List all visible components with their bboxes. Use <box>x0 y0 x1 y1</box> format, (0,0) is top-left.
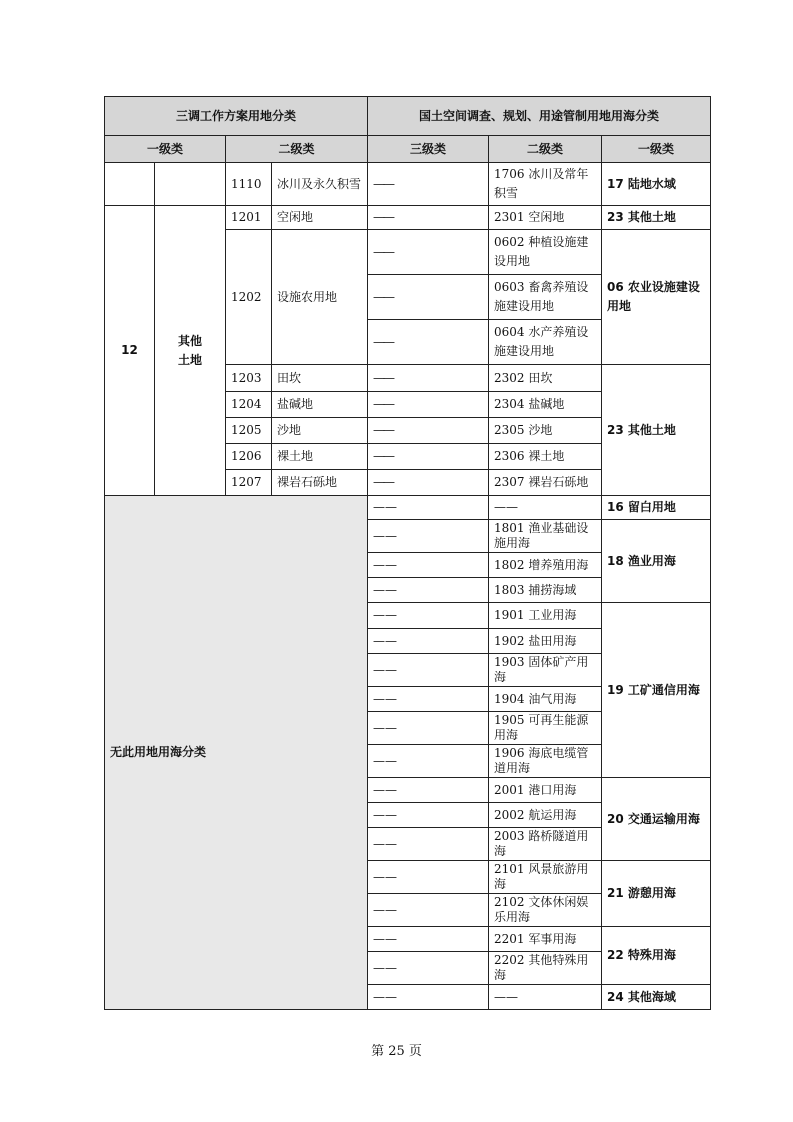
code-cell: 1205 <box>226 418 272 444</box>
table-row <box>105 163 711 206</box>
level1-cell: 23 其他土地 <box>602 206 711 230</box>
dash-cell: —— <box>368 392 489 418</box>
col-header-left-level1: 一级类 <box>105 136 226 163</box>
dash-cell: —— <box>368 654 489 687</box>
level1-cell: 18 渔业用海 <box>602 520 711 603</box>
dash-cell: —— <box>368 603 489 629</box>
target-cell: 2003 路桥隧道用海 <box>489 828 602 861</box>
name-cell: 裸土地 <box>272 444 368 470</box>
target-cell: 2306 裸土地 <box>489 444 602 470</box>
dash-cell: —— <box>368 687 489 712</box>
target-cell: 0604 水产养殖设施建设用地 <box>489 320 602 365</box>
name-cell: 盐碱地 <box>272 392 368 418</box>
dash-cell: —— <box>368 894 489 927</box>
col-header-left-level2: 二级类 <box>226 136 368 163</box>
target-cell: 1802 增养殖用海 <box>489 553 602 578</box>
dash-cell: —— <box>368 230 489 275</box>
dash-cell: —— <box>368 778 489 803</box>
target-cell: 2101 风景旅游用海 <box>489 861 602 894</box>
target-cell: 2302 田坎 <box>489 365 602 392</box>
target-cell: 2002 航运用海 <box>489 803 602 828</box>
level1-cell: 20 交通运输用海 <box>602 778 711 861</box>
dash-cell: —— <box>368 985 489 1010</box>
name-cell: 沙地 <box>272 418 368 444</box>
target-cell: 2001 港口用海 <box>489 778 602 803</box>
level1-cell: 21 游憩用海 <box>602 861 711 927</box>
code-cell: 1203 <box>226 365 272 392</box>
table-row <box>105 496 711 520</box>
target-cell: 2201 军事用海 <box>489 927 602 952</box>
target-cell: 1803 捕捞海域 <box>489 578 602 603</box>
level1-cell: 19 工矿通信用海 <box>602 603 711 778</box>
dash-cell: —— <box>368 275 489 320</box>
land-sea-classification-table <box>104 96 711 1010</box>
no-match-cell: 无此用地用海分类 <box>105 496 368 1010</box>
page-number: 第 25 页 <box>371 1044 422 1059</box>
dash-cell: —— <box>368 952 489 985</box>
target-cell: 2102 文体休闲娱乐用海 <box>489 894 602 927</box>
code-cell: 1207 <box>226 470 272 496</box>
target-cell: 2307 裸岩石砾地 <box>489 470 602 496</box>
dash-cell: —— <box>368 418 489 444</box>
group-code-cell: 12 <box>105 206 155 496</box>
name-cell: 田坎 <box>272 365 368 392</box>
code-cell: 1201 <box>226 206 272 230</box>
dash-cell: —— <box>368 629 489 654</box>
level1-cell: 24 其他海域 <box>602 985 711 1010</box>
code-cell: 1110 <box>226 163 272 206</box>
dash-cell: —— <box>368 578 489 603</box>
col-header-right-level2: 二级类 <box>489 136 602 163</box>
right-section-title: 国土空间调查、规划、用途管制用地用海分类 <box>368 97 711 136</box>
dash-cell: —— <box>489 985 602 1010</box>
dash-cell: —— <box>368 444 489 470</box>
dash-cell: —— <box>368 365 489 392</box>
target-cell: 1801 渔业基础设施用海 <box>489 520 602 553</box>
dash-cell: —— <box>368 520 489 553</box>
name-cell: 裸岩石砾地 <box>272 470 368 496</box>
target-cell: 1904 油气用海 <box>489 687 602 712</box>
level1-cell: 22 特殊用海 <box>602 927 711 985</box>
target-cell: 1903 固体矿产用海 <box>489 654 602 687</box>
dash-cell: —— <box>368 496 489 520</box>
target-cell: 2304 盐碱地 <box>489 392 602 418</box>
left-section-title: 三调工作方案用地分类 <box>105 97 368 136</box>
dash-cell: —— <box>368 163 489 206</box>
name-cell: 空闲地 <box>272 206 368 230</box>
dash-cell: —— <box>368 861 489 894</box>
col-header-right-level1: 一级类 <box>602 136 711 163</box>
table-row <box>105 206 711 230</box>
target-cell: 0602 种植设施建设用地 <box>489 230 602 275</box>
level1-cell: 16 留白用地 <box>602 496 711 520</box>
target-cell: 2305 沙地 <box>489 418 602 444</box>
dash-cell: —— <box>368 320 489 365</box>
dash-cell: —— <box>368 206 489 230</box>
name-cell: 设施农用地 <box>272 230 368 365</box>
col-header-right-level3: 三级类 <box>368 136 489 163</box>
name-cell: 冰川及永久积雪 <box>272 163 368 206</box>
target-cell: 2301 空闲地 <box>489 206 602 230</box>
level1-cell: 17 陆地水域 <box>602 163 711 206</box>
target-cell: 1905 可再生能源用海 <box>489 712 602 745</box>
target-cell: 1706 冰川及常年积雪 <box>489 163 602 206</box>
target-cell: 0603 畜禽养殖设施建设用地 <box>489 275 602 320</box>
code-cell: 1202 <box>226 230 272 365</box>
dash-cell: —— <box>368 803 489 828</box>
target-cell: 1901 工业用海 <box>489 603 602 629</box>
code-cell: 1206 <box>226 444 272 470</box>
code-cell: 1204 <box>226 392 272 418</box>
dash-cell: —— <box>368 745 489 778</box>
dash-cell: —— <box>368 553 489 578</box>
group-name-cell: 其他土地 <box>155 206 226 496</box>
dash-cell: —— <box>368 470 489 496</box>
dash-cell: —— <box>489 496 602 520</box>
empty-cell <box>155 163 226 206</box>
target-cell: 1902 盐田用海 <box>489 629 602 654</box>
dash-cell: —— <box>368 828 489 861</box>
level1-cell: 23 其他土地 <box>602 365 711 496</box>
dash-cell: —— <box>368 712 489 745</box>
level1-cell: 06 农业设施建设用地 <box>602 230 711 365</box>
empty-cell <box>105 163 155 206</box>
target-cell: 1906 海底电缆管道用海 <box>489 745 602 778</box>
target-cell: 2202 其他特殊用海 <box>489 952 602 985</box>
dash-cell: —— <box>368 927 489 952</box>
